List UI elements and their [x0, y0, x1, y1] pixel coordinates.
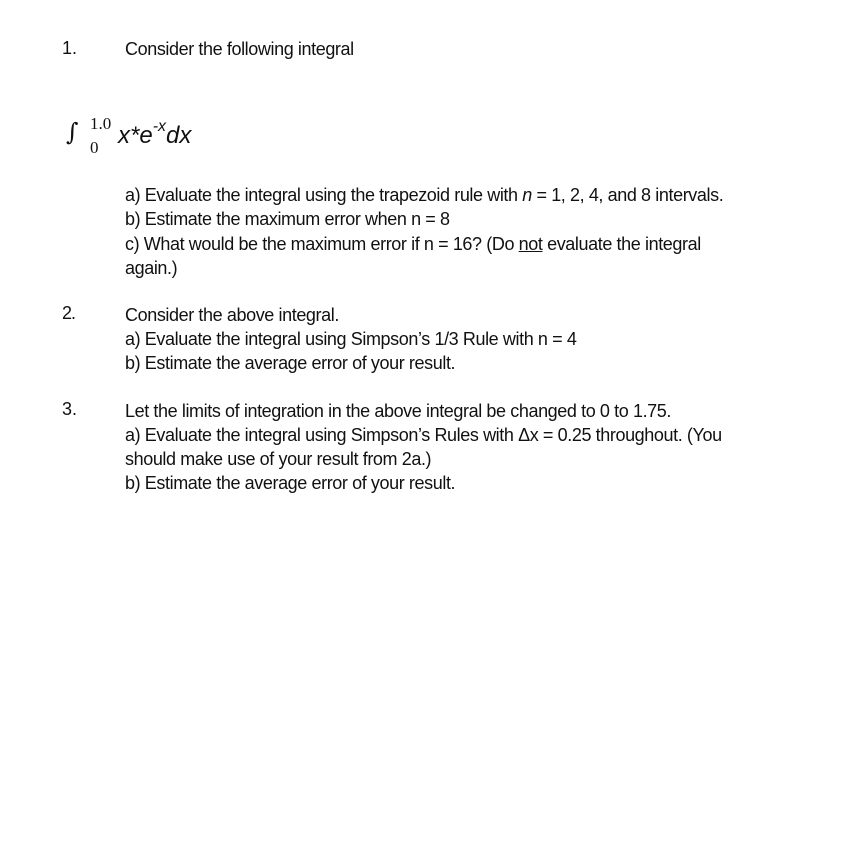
problem-1-intro: Consider the following integral — [125, 39, 354, 59]
part-c-underlined: not — [518, 234, 543, 254]
problem-1-part-c-line2: again.) — [125, 258, 178, 278]
part-a-text: a) Evaluate the integral using the trapezoid rule with — [125, 185, 523, 205]
integral-sign: ∫ — [66, 118, 79, 146]
part-c-rest: evaluate the integral — [542, 234, 701, 254]
integrand-differential: dx — [166, 122, 192, 149]
problem-2-number: 2. — [62, 303, 76, 323]
integral-lower-limit: 0 — [90, 138, 99, 157]
problem-1-part-c — [125, 232, 701, 256]
problem-2-intro: Consider the above integral. — [125, 305, 339, 325]
integral-expression — [66, 112, 266, 162]
problem-1-number: 1. — [62, 38, 78, 58]
part-a-variable: n — [522, 185, 532, 205]
integrand-base: x*e — [118, 122, 153, 149]
problem-2-part-b: b) Estimate the average error of your result. — [125, 353, 456, 373]
integrand-exponent: -x — [152, 118, 167, 135]
problem-3-part-a: a) Evaluate the integral using Simpson’s Rules with Δx = 0.25 throughout. (You — [125, 425, 722, 445]
problem-1-part-a — [125, 183, 723, 207]
problem-3-number: 3. — [62, 399, 78, 419]
part-a-rest: = 1, 2, 4, and 8 intervals. — [531, 185, 724, 205]
integrand — [118, 118, 192, 150]
problem-3-part-a-line2: should make use of your result from 2a.) — [125, 449, 432, 469]
problem-2-part-a: a) Evaluate the integral using Simpson’s 1/3 Rule with n = 4 — [125, 329, 577, 349]
problem-1-part-b: b) Estimate the maximum error when n = 8 — [125, 209, 450, 229]
part-c-text: c) What would be the maximum error if n = 16? (Do — [125, 234, 519, 254]
problem-3-part-b: b) Estimate the average error of your result. — [125, 473, 456, 493]
integral-upper-limit: 1.0 — [90, 114, 112, 133]
problem-3-intro: Let the limits of integration in the above integral be changed to 0 to 1.75. — [125, 401, 671, 421]
